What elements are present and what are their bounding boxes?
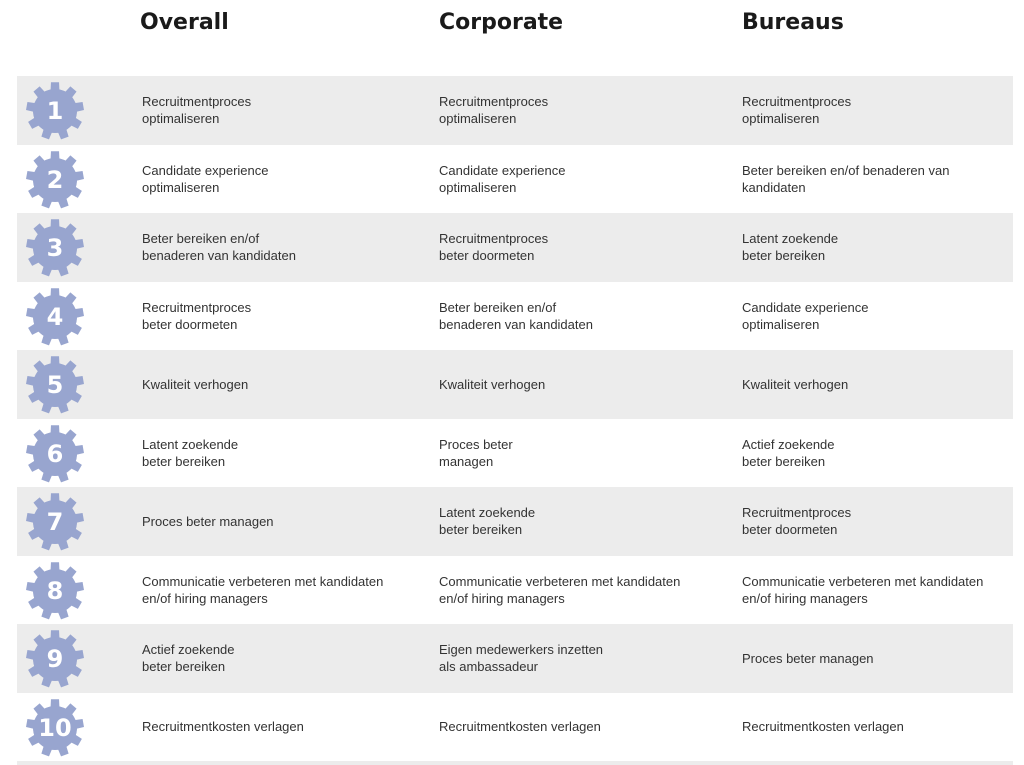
gear-rank-badge bbox=[25, 81, 85, 141]
cell-corporate: Candidate experience optimaliseren bbox=[439, 162, 566, 195]
cell-overall: Communicatie verbeteren met kandidaten en/of hiring managers bbox=[142, 573, 384, 606]
cell-bureaus: Recruitmentproces optimaliseren bbox=[742, 94, 852, 126]
cell-corporate: Eigen medewerkers inzetten als ambassadeur bbox=[439, 642, 604, 674]
gear-rank-badge bbox=[25, 287, 85, 347]
cell-bureaus: Proces beter managen bbox=[742, 650, 874, 666]
cell-overall: Recruitmentproces beter doormeten bbox=[142, 299, 252, 332]
table-header bbox=[0, 8, 1024, 48]
rank-number: 4 bbox=[46, 302, 64, 331]
cell-bureaus: Latent zoekende beter bereiken bbox=[742, 231, 839, 263]
cell-corporate: Recruitmentproces beter doormeten bbox=[439, 231, 549, 263]
cell-bureaus: Candidate experience optimaliseren bbox=[742, 299, 869, 332]
gear-rank-badge bbox=[25, 424, 85, 484]
rank-number: 10 bbox=[38, 713, 72, 742]
gear-rank-badge bbox=[25, 355, 85, 415]
gear-rank-badge bbox=[25, 629, 85, 689]
column-header-bureaus: Bureaus bbox=[742, 10, 844, 35]
cell-corporate: Recruitmentproces optimaliseren bbox=[439, 94, 549, 126]
rank-number: 5 bbox=[46, 371, 64, 399]
rank-number: 8 bbox=[46, 576, 64, 605]
gear-rank-badge bbox=[25, 218, 85, 278]
cell-overall: Candidate experience optimaliseren bbox=[142, 162, 269, 195]
table-row bbox=[17, 282, 1013, 351]
cell-corporate: Latent zoekende beter bereiken bbox=[439, 505, 536, 537]
cell-bureaus: Communicatie verbeteren met kandidaten en/of hiring managers bbox=[742, 573, 984, 606]
cell-overall: Kwaliteit verhogen bbox=[142, 376, 249, 392]
column-header-corporate: Corporate bbox=[439, 10, 564, 35]
table-row bbox=[17, 556, 1013, 625]
cell-overall: Actief zoekende beter bereiken bbox=[142, 642, 235, 674]
rank-number: 2 bbox=[46, 165, 64, 194]
gear-rank-badge bbox=[25, 698, 85, 758]
cell-corporate: Communicatie verbeteren met kandidaten en/of hiring managers bbox=[439, 573, 681, 606]
cell-bureaus: Kwaliteit verhogen bbox=[742, 376, 849, 392]
table-row bbox=[17, 350, 1013, 419]
rank-number: 1 bbox=[46, 97, 64, 125]
gear-rank-badge bbox=[25, 561, 85, 621]
cell-bureaus: Beter bereiken en/of benaderen van kandidaten bbox=[742, 162, 950, 195]
table-row bbox=[17, 145, 1013, 214]
cell-bureaus: Actief zoekende beter bereiken bbox=[742, 436, 835, 469]
gear-rank-badge bbox=[25, 492, 85, 552]
ranking-table bbox=[17, 76, 1013, 761]
cell-bureaus: Recruitmentproces beter doormeten bbox=[742, 505, 852, 537]
rank-number: 9 bbox=[46, 645, 64, 673]
cell-corporate: Beter bereiken en/of benaderen van kandidaten bbox=[439, 299, 593, 332]
cell-overall: Recruitmentkosten verlagen bbox=[142, 719, 304, 734]
cell-overall: Proces beter managen bbox=[142, 513, 274, 529]
rank-number: 7 bbox=[46, 508, 64, 536]
table-row bbox=[17, 624, 1013, 693]
cell-corporate: Recruitmentkosten verlagen bbox=[439, 719, 601, 734]
cell-corporate: Proces beter managen bbox=[439, 436, 513, 469]
table-row bbox=[17, 419, 1013, 488]
cell-corporate: Kwaliteit verhogen bbox=[439, 376, 546, 392]
cell-bureaus: Recruitmentkosten verlagen bbox=[742, 719, 904, 734]
gear-rank-badge bbox=[25, 150, 85, 210]
column-header-overall: Overall bbox=[140, 10, 229, 35]
rank-number: 3 bbox=[46, 234, 64, 262]
cell-overall: Recruitmentproces optimaliseren bbox=[142, 94, 252, 126]
rank-number: 6 bbox=[46, 439, 64, 468]
table-bottom-edge bbox=[17, 761, 1013, 765]
table-row bbox=[17, 487, 1013, 556]
table-row bbox=[17, 76, 1013, 145]
cell-overall: Beter bereiken en/of benaderen van kandidaten bbox=[142, 231, 296, 263]
table-row bbox=[17, 693, 1013, 762]
table-row bbox=[17, 213, 1013, 282]
cell-overall: Latent zoekende beter bereiken bbox=[142, 436, 239, 469]
